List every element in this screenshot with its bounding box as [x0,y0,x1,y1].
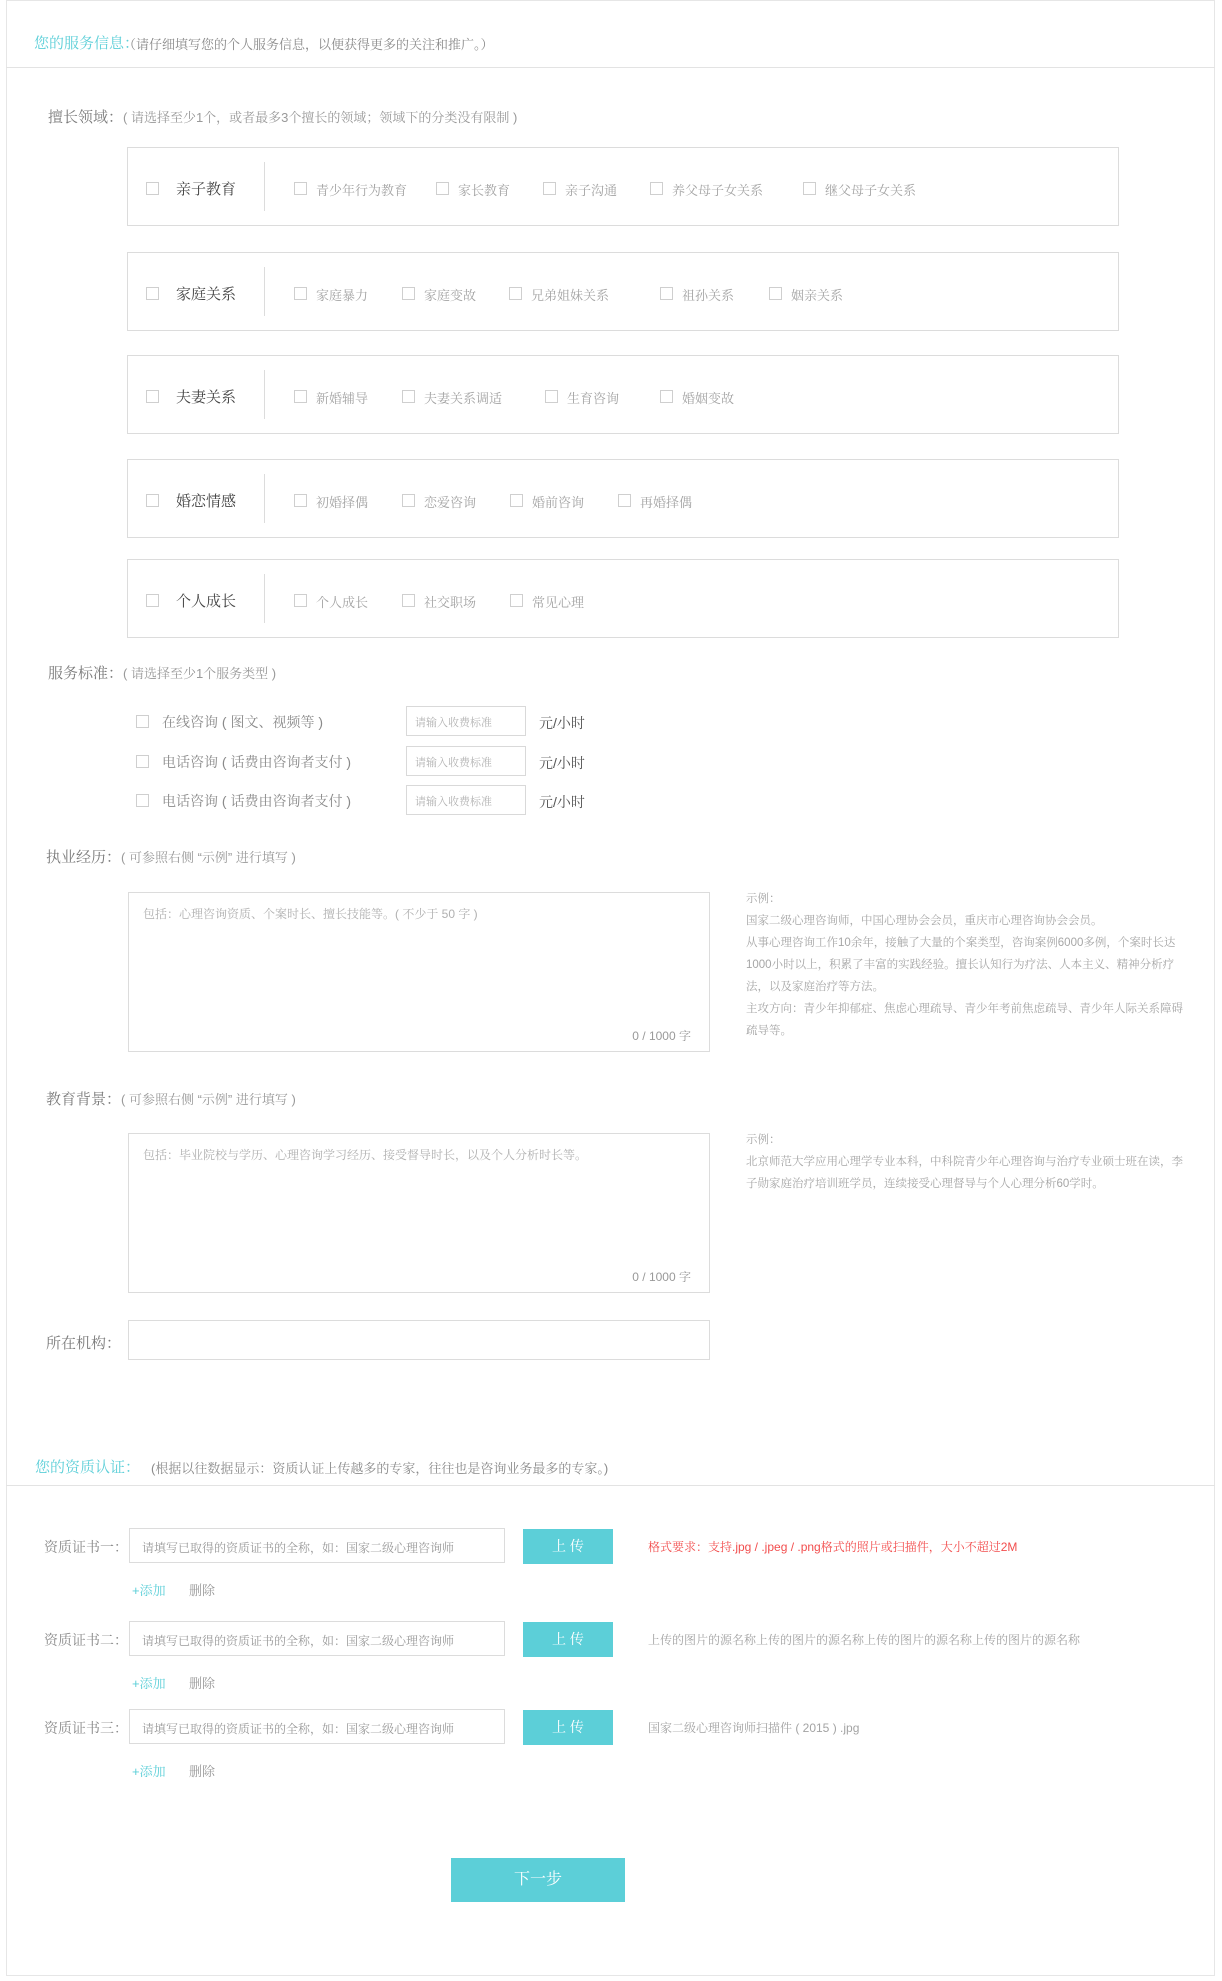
divider [264,370,265,419]
cert-name-input[interactable]: 请填写已取得的资质证书的全称，如：国家二级心理咨询师 [129,1528,505,1563]
experience-textarea[interactable] [128,892,710,1052]
experience-counter: 0 / 1000 字 [632,1029,691,1043]
subcategory-checkbox[interactable] [618,494,631,507]
subcategory-checkbox[interactable] [294,594,307,607]
subcategory-checkbox[interactable] [510,494,523,507]
category-name: 个人成长 [176,593,237,610]
category-checkbox[interactable] [146,494,159,507]
subcategory-checkbox[interactable] [294,390,307,403]
subcategory-checkbox[interactable] [294,182,307,195]
service-info-title: 您的服务信息： [34,35,140,52]
category-name: 家庭关系 [176,286,237,303]
category-checkbox[interactable] [146,390,159,403]
category-checkbox[interactable] [146,594,159,607]
service-standard-label [48,662,276,683]
subcategory-checkbox[interactable] [510,594,523,607]
category-box-couple [127,355,1119,434]
subcategory-label: 婚姻变故 [682,391,735,406]
subcategory-checkbox[interactable] [545,390,558,403]
service-checkbox-phone-2[interactable] [136,794,149,807]
example-line: 主攻方向：青少年抑郁症、焦虑心理疏导、青少年考前焦虑疏导、青少年人际关系障碍疏导等。 [746,1003,1183,1037]
example-title: 示例： [746,893,781,905]
category-name: 夫妻关系 [176,389,237,406]
subcategory-label: 常见心理 [532,595,585,610]
qualification-header [6,1418,1215,1486]
education-hint: ( 可参照右侧 “示例” 进行填写 ) [121,1092,296,1107]
service-info-header [6,0,1215,68]
rate-input[interactable]: 请输入收费标准 [406,706,526,736]
experience-placeholder: 包括：心理咨询资质、个案时长、擅长技能等。( 不少于 50 字 ) [143,907,478,921]
service-checkbox-phone[interactable] [136,755,149,768]
category-box-parenting [127,147,1119,226]
category-box-growth [127,559,1119,638]
cert-label: 资质证书三： [44,1720,128,1736]
divider [264,267,265,316]
education-counter: 0 / 1000 字 [632,1270,691,1284]
subcategory-checkbox[interactable] [402,390,415,403]
rate-input[interactable]: 请输入收费标准 [406,785,526,815]
subcategory-label: 祖孙关系 [682,288,735,303]
category-name: 婚恋情感 [176,493,237,510]
education-label [46,1088,296,1109]
experience-hint: ( 可参照右侧 “示例” 进行填写 ) [121,850,296,865]
subcategory-checkbox[interactable] [650,182,663,195]
category-checkbox[interactable] [146,182,159,195]
institution-input[interactable] [128,1320,710,1360]
subcategory-checkbox[interactable] [294,494,307,507]
service-standard-label-text: 服务标准： [48,665,124,682]
subcategory-checkbox[interactable] [543,182,556,195]
education-textarea[interactable] [128,1133,710,1293]
subcategory-label: 兄弟姐妹关系 [531,288,610,303]
cert-note: 上传的图片的源名称上传的图片的源名称上传的图片的源名称上传的图片的源名称 [648,1633,1081,1647]
education-label-text: 教育背景： [46,1091,122,1108]
subcategory-label: 亲子沟通 [565,183,618,198]
divider [264,474,265,523]
subcategory-label: 恋爱咨询 [424,495,477,510]
subcategory-label: 初婚择偶 [316,495,369,510]
subcategory-checkbox[interactable] [509,287,522,300]
upload-button[interactable]: 上 传 [523,1622,613,1657]
service-label: 在线咨询 ( 图文、视频等 ) [162,714,323,730]
service-label: 电话咨询 ( 话费由咨询者支付 ) [162,793,351,809]
cert-label: 资质证书二： [44,1632,128,1648]
cert-name-input[interactable]: 请填写已取得的资质证书的全称，如：国家二级心理咨询师 [129,1709,505,1744]
qualification-hint: (根据以往数据显示：资质认证上传越多的专家，往往也是咨询业务最多的专家。) [151,1461,609,1476]
service-label: 电话咨询 ( 话费由咨询者支付 ) [162,754,351,770]
subcategory-checkbox[interactable] [660,390,673,403]
example-line: 国家二级心理咨询师，中国心理协会会员，重庆市心理咨询协会会员。 [746,915,1103,927]
delete-cert-link[interactable]: 删除 [189,1676,216,1691]
qualification-title: 您的资质认证： [35,1459,141,1476]
subcategory-label: 生育咨询 [567,391,620,406]
education-placeholder: 包括：毕业院校与学历、心理咨询学习经历、接受督导时长，以及个人分析时长等。 [143,1148,588,1162]
subcategory-label: 新婚辅导 [316,391,369,406]
subcategory-checkbox[interactable] [402,594,415,607]
experience-example [746,888,1194,1042]
subcategory-label: 夫妻关系调适 [424,391,503,406]
next-step-button[interactable]: 下一步 [451,1858,625,1902]
subcategory-checkbox[interactable] [436,182,449,195]
subcategory-label: 社交职场 [424,595,477,610]
experience-label [46,846,296,867]
subcategory-label: 家庭暴力 [316,288,369,303]
category-name: 亲子教育 [176,181,237,198]
rate-unit: 元/小时 [539,755,585,771]
rate-input[interactable]: 请输入收费标准 [406,746,526,776]
domains-label-text: 擅长领域： [48,109,124,126]
cert-note: 格式要求：支持.jpg / .jpeg / .png格式的照片或扫描件，大小不超过2M [648,1540,1018,1554]
domains-label [48,106,517,127]
add-cert-link[interactable]: +添加 [132,1764,166,1779]
category-box-romance [127,459,1119,538]
subcategory-checkbox[interactable] [294,287,307,300]
service-info-hint: （请仔细填写您的个人服务信息，以便获得更多的关注和推广。） [123,37,494,52]
subcategory-label: 青少年行为教育 [316,183,408,198]
add-cert-link[interactable]: +添加 [132,1676,166,1691]
subcategory-label: 家庭变故 [424,288,477,303]
subcategory-label: 继父母子女关系 [825,183,917,198]
cert-note: 国家二级心理咨询师扫描件 ( 2015 ) .jpg [648,1721,860,1735]
divider [264,162,265,211]
category-box-family [127,252,1119,331]
institution-label: 所在机构： [46,1335,122,1352]
example-line: 北京师范大学应用心理学专业本科，中科院青少年心理咨询与治疗专业硕士班在读，李子勋家庭治疗培训班学员，连续接受心理督导与个人心理分析60学时。 [746,1156,1183,1190]
experience-label-text: 执业经历： [46,849,122,866]
cert-label: 资质证书一： [44,1539,128,1555]
subcategory-label: 个人成长 [316,595,369,610]
rate-unit: 元/小时 [539,715,585,731]
service-checkbox-online[interactable] [136,715,149,728]
add-cert-link[interactable]: +添加 [132,1583,166,1598]
subcategory-checkbox[interactable] [769,287,782,300]
rate-unit: 元/小时 [539,794,585,810]
domains-hint: ( 请选择至少1个，或者最多3个擅长的领域；领域下的分类没有限制 ) [123,110,518,125]
service-standard-hint: ( 请选择至少1个服务类型 ) [123,666,277,681]
upload-button[interactable]: 上 传 [523,1710,613,1745]
subcategory-label: 养父母子女关系 [672,183,764,198]
subcategory-label: 家长教育 [458,183,511,198]
divider [264,574,265,623]
example-title: 示例： [746,1134,781,1146]
delete-cert-link[interactable]: 删除 [189,1583,216,1598]
subcategory-label: 婚前咨询 [532,495,585,510]
subcategory-label: 姻亲关系 [791,288,844,303]
subcategory-label: 再婚择偶 [640,495,693,510]
subcategory-checkbox[interactable] [803,182,816,195]
subcategory-checkbox[interactable] [660,287,673,300]
delete-cert-link[interactable]: 删除 [189,1764,216,1779]
upload-button[interactable]: 上 传 [523,1529,613,1564]
subcategory-checkbox[interactable] [402,287,415,300]
example-line: 从事心理咨询工作10余年，接触了大量的个案类型，咨询案例6000多例，个案时长达1000小时以上，积累了丰富的实践经验。擅长认知行为疗法、人本主义、精神分析疗法，以及家庭治疗等方法。 [746,937,1176,993]
education-example [746,1129,1194,1195]
category-checkbox[interactable] [146,287,159,300]
cert-name-input[interactable]: 请填写已取得的资质证书的全称，如：国家二级心理咨询师 [129,1621,505,1656]
subcategory-checkbox[interactable] [402,494,415,507]
